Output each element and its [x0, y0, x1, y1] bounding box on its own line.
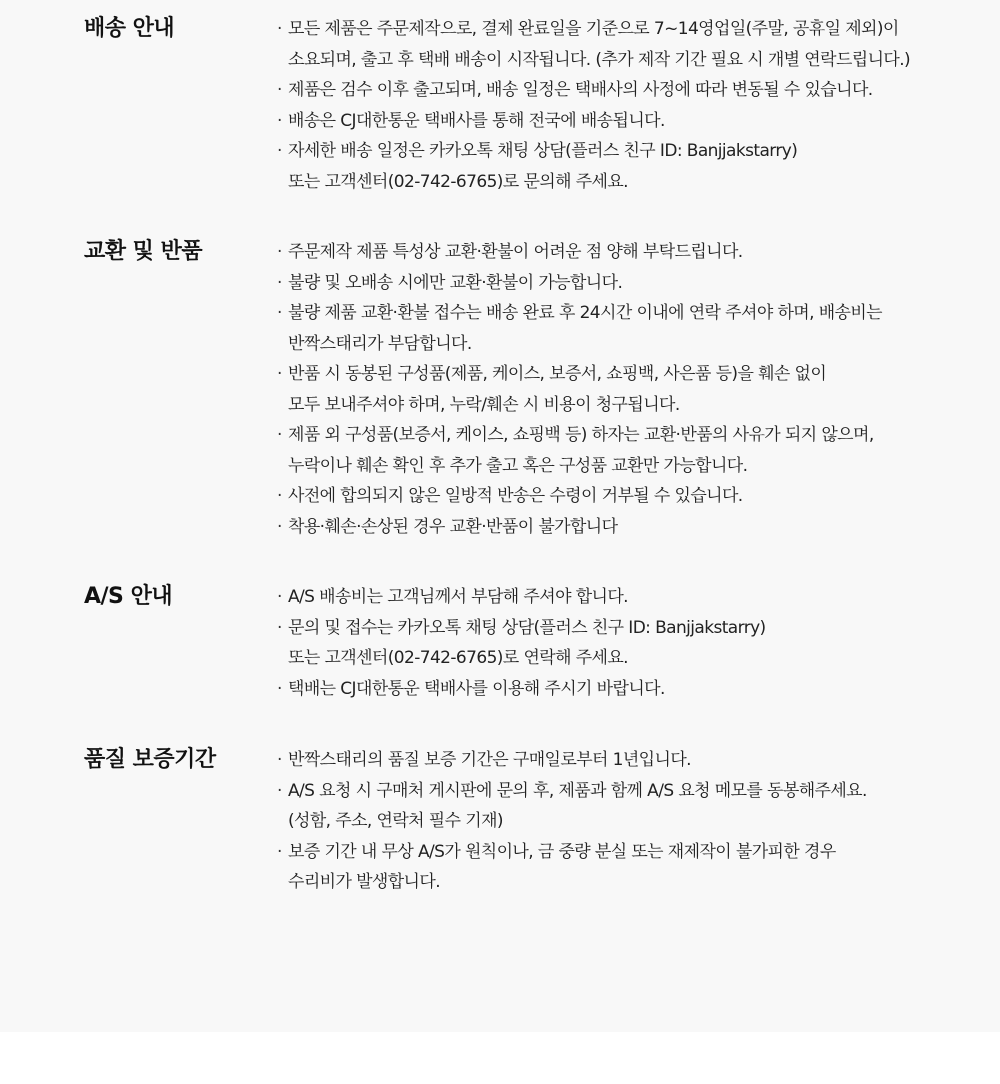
bullet-list: [277, 237, 977, 542]
bullet-dot: ·: [277, 678, 283, 699]
bullet-dot: ·: [277, 141, 283, 161]
item-text-line: 착용·훼손·손상된 경우 교환·반품이 불가합니다: [288, 516, 618, 537]
item-text-line: 자세한 배송 일정은 카카오톡 채팅 상담(플러스 친구 ID: Banjjakstarry): [288, 141, 798, 161]
bullet-dot: ·: [277, 587, 283, 607]
list-item: [277, 298, 977, 359]
bullet-dot: ·: [277, 516, 283, 537]
bullet-dot: ·: [277, 110, 283, 131]
item-text-line: 반짝스태리가 부담합니다.: [288, 333, 472, 354]
bullet-list: [277, 582, 977, 704]
bullet-dot: ·: [277, 303, 283, 323]
bullet-dot: ·: [277, 841, 283, 862]
bullet-list: [277, 14, 977, 197]
list-item: [277, 745, 977, 776]
list-item: [277, 420, 977, 481]
bullet-dot: ·: [277, 617, 283, 638]
item-text-line: A/S 요청 시 구매처 게시판에 문의 후, 제품과 함께 A/S 요청 메모를 동봉해주세요.: [288, 780, 867, 801]
list-item: [277, 359, 977, 420]
list-item: [277, 237, 977, 268]
list-item: [277, 481, 977, 512]
item-text-line: 또는 고객센터(02-742-6765)로 연락해 주세요.: [288, 648, 628, 668]
section-title: 품질 보증기간: [84, 747, 216, 772]
item-text-line: (성함, 주소, 연락처 필수 기재): [288, 811, 503, 831]
bullet-dot: ·: [277, 19, 283, 39]
item-text-line: 보증 기간 내 무상 A/S가 원칙이나, 금 중량 분실 또는 재제작이 불가피한 경우: [288, 841, 836, 862]
bullet-dot: ·: [277, 425, 283, 445]
item-text-line: 제품은 검수 이후 출고되며, 배송 일정은 택배사의 사정에 따라 변동될 수 있습니다.: [288, 80, 873, 100]
bullet-dot: ·: [277, 486, 283, 506]
section-title: A/S 안내: [84, 584, 173, 609]
item-text-line: 반품 시 동봉된 구성품(제품, 케이스, 보증서, 쇼핑백, 사은품 등)을 훼손 없이: [288, 364, 827, 384]
list-item: [277, 268, 977, 299]
list-item: [277, 674, 977, 705]
item-text-line: 소요되며, 출고 후 택배 배송이 시작됩니다. (추가 제작 기간 필요 시 개별 연락드립니다.): [288, 49, 911, 70]
item-text-line: 배송은 CJ대한통운 택배사를 통해 전국에 배송됩니다.: [288, 110, 665, 131]
bullet-dot: ·: [277, 364, 283, 384]
list-item: [277, 512, 977, 543]
bullet-dot: ·: [277, 750, 283, 770]
bullet-dot: ·: [277, 272, 283, 293]
bullet-dot: ·: [277, 242, 283, 262]
item-text-line: 주문제작 제품 특성상 교환·환불이 어려운 점 양해 부탁드립니다.: [288, 242, 743, 262]
item-text-line: 문의 및 접수는 카카오톡 채팅 상담(플러스 친구 ID: Banjjakstarry): [288, 617, 766, 638]
item-text-line: 또는 고객센터(02-742-6765)로 문의해 주세요.: [288, 171, 628, 192]
item-text-line: 반짝스태리의 품질 보증 기간은 구매일로부터 1년입니다.: [288, 750, 691, 770]
item-text-line: 수리비가 발생합니다.: [288, 872, 441, 892]
list-item: [277, 136, 977, 197]
item-text-line: 불량 및 오배송 시에만 교환·환불이 가능합니다.: [288, 272, 623, 293]
bullet-dot: ·: [277, 80, 283, 100]
list-item: [277, 837, 977, 898]
item-text-line: 제품 외 구성품(보증서, 케이스, 쇼핑백 등) 하자는 교환·반품의 사유가 되지 않으며,: [288, 425, 874, 445]
list-item: [277, 14, 977, 75]
item-text-line: 사전에 합의되지 않은 일방적 반송은 수령이 거부될 수 있습니다.: [288, 486, 743, 506]
item-text-line: 불량 제품 교환·환불 접수는 배송 완료 후 24시간 이내에 연락 주셔야 하며, 배송비는: [288, 303, 882, 323]
list-item: [277, 106, 977, 137]
item-text-line: 모든 제품은 주문제작으로, 결제 완료일을 기준으로 7~14영업일(주말, 공휴일 제외)이: [288, 19, 899, 39]
item-text-line: 택배는 CJ대한통운 택배사를 이용해 주시기 바랍니다.: [288, 678, 665, 699]
bullet-list: [277, 745, 977, 898]
list-item: [277, 75, 977, 106]
list-item: [277, 776, 977, 837]
section-title: 배송 안내: [84, 16, 175, 41]
list-item: [277, 582, 977, 613]
bullet-dot: ·: [277, 780, 283, 801]
item-text-line: 모두 보내주셔야 하며, 누락/훼손 시 비용이 청구됩니다.: [288, 394, 680, 415]
list-item: [277, 613, 977, 674]
section-title: 교환 및 반품: [84, 239, 203, 264]
item-text-line: 누락이나 훼손 확인 후 추가 출고 혹은 구성품 교환만 가능합니다.: [288, 455, 748, 476]
item-text-line: A/S 배송비는 고객님께서 부담해 주셔야 합니다.: [288, 587, 628, 607]
